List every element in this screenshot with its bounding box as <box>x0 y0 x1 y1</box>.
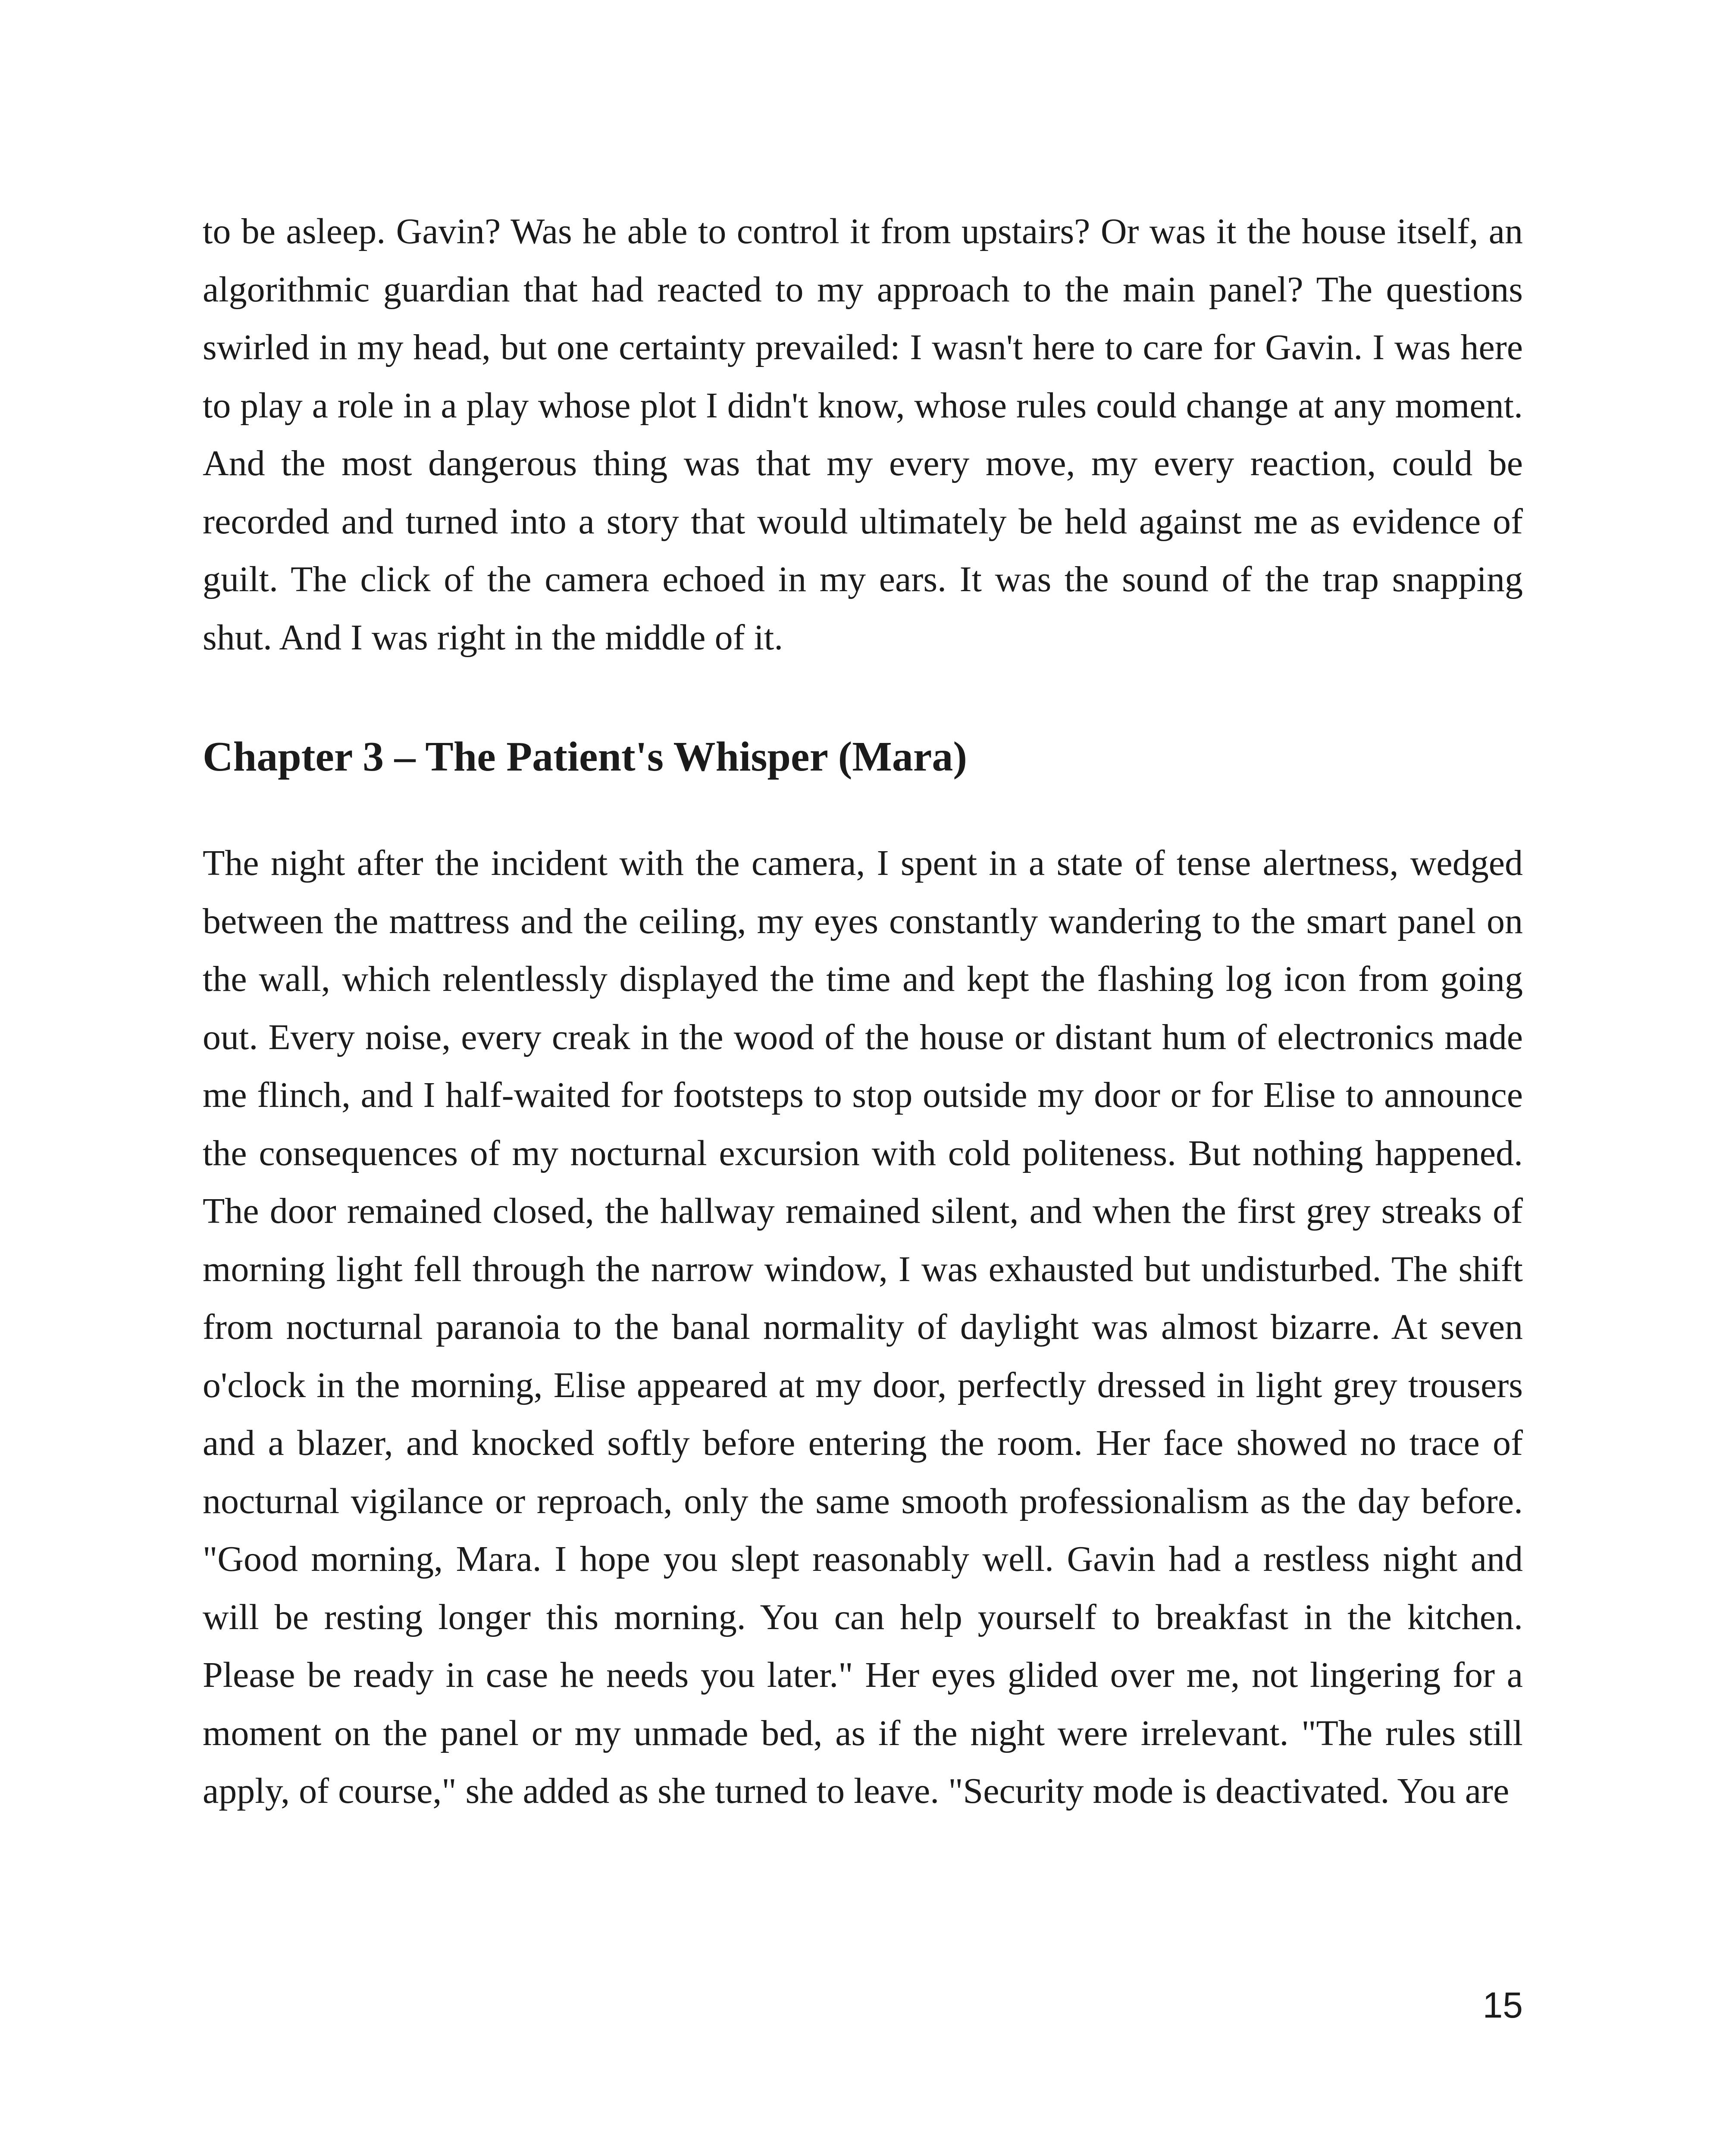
chapter-heading: Chapter 3 – The Patient's Whisper (Mara) <box>203 733 968 780</box>
chapter-opening-paragraph: The night after the incident with the camera, I spent in a state of tense alertness, wedged between the mattress and the ceiling, my eyes constantly wandering to the smart panel on the wall, which relentlessly displayed the time and kept the flashing log icon from going out. Every noise, every creak in the wood of the house or distant hum of electronics made me flinch, and I half-waited for footsteps to stop outside my door or for Elise to announce the consequences of my nocturnal excursion with cold politeness. But nothing happened. The door remained closed, the hallway remained silent, and when the first grey streaks of morning light fell through the narrow window, I was exhausted but undisturbed. The shift from nocturnal paranoia to the banal normality of daylight was almost bizarre. At seven o'clock in the morning, Elise appeared at my door, perfectly dressed in light grey trousers and a blazer, and knocked softly before entering the room. Her face showed no trace of nocturnal vigilance or reproach, only the same smooth professionalism as the day before. "Good morning, Mara. I hope you slept reasonably well. Gavin had a restless night and will be resting longer this morning. You can help yourself to breakfast in the kitchen. Please be ready in case he needs you later." Her eyes glided over me, not lingering for a moment on the panel or my unmade bed, as if the night were irrelevant. "The rules still apply, of course," she added as she turned to leave. "Security mode is deactivated. You are <box>203 843 1523 1811</box>
continued-paragraph: to be asleep. Gavin? Was he able to control it from upstairs? Or was it the house itself, an algorithmic guardian that had reacted to my approach to the main panel? The questions swirled in my head, but one certainty prevailed: I wasn't here to care for Gavin. I was here to play a role in a play whose plot I didn't know, whose rules could change at any moment. And the most dangerous thing was that my every move, my every reaction, could be recorded and turned into a story that would ultimately be held against me as evidence of guilt. The click of the camera echoed in my ears. It was the sound of the trap snapping shut. And I was right in the middle of it. <box>203 211 1523 658</box>
page-number: 15 <box>1482 1985 1523 2025</box>
